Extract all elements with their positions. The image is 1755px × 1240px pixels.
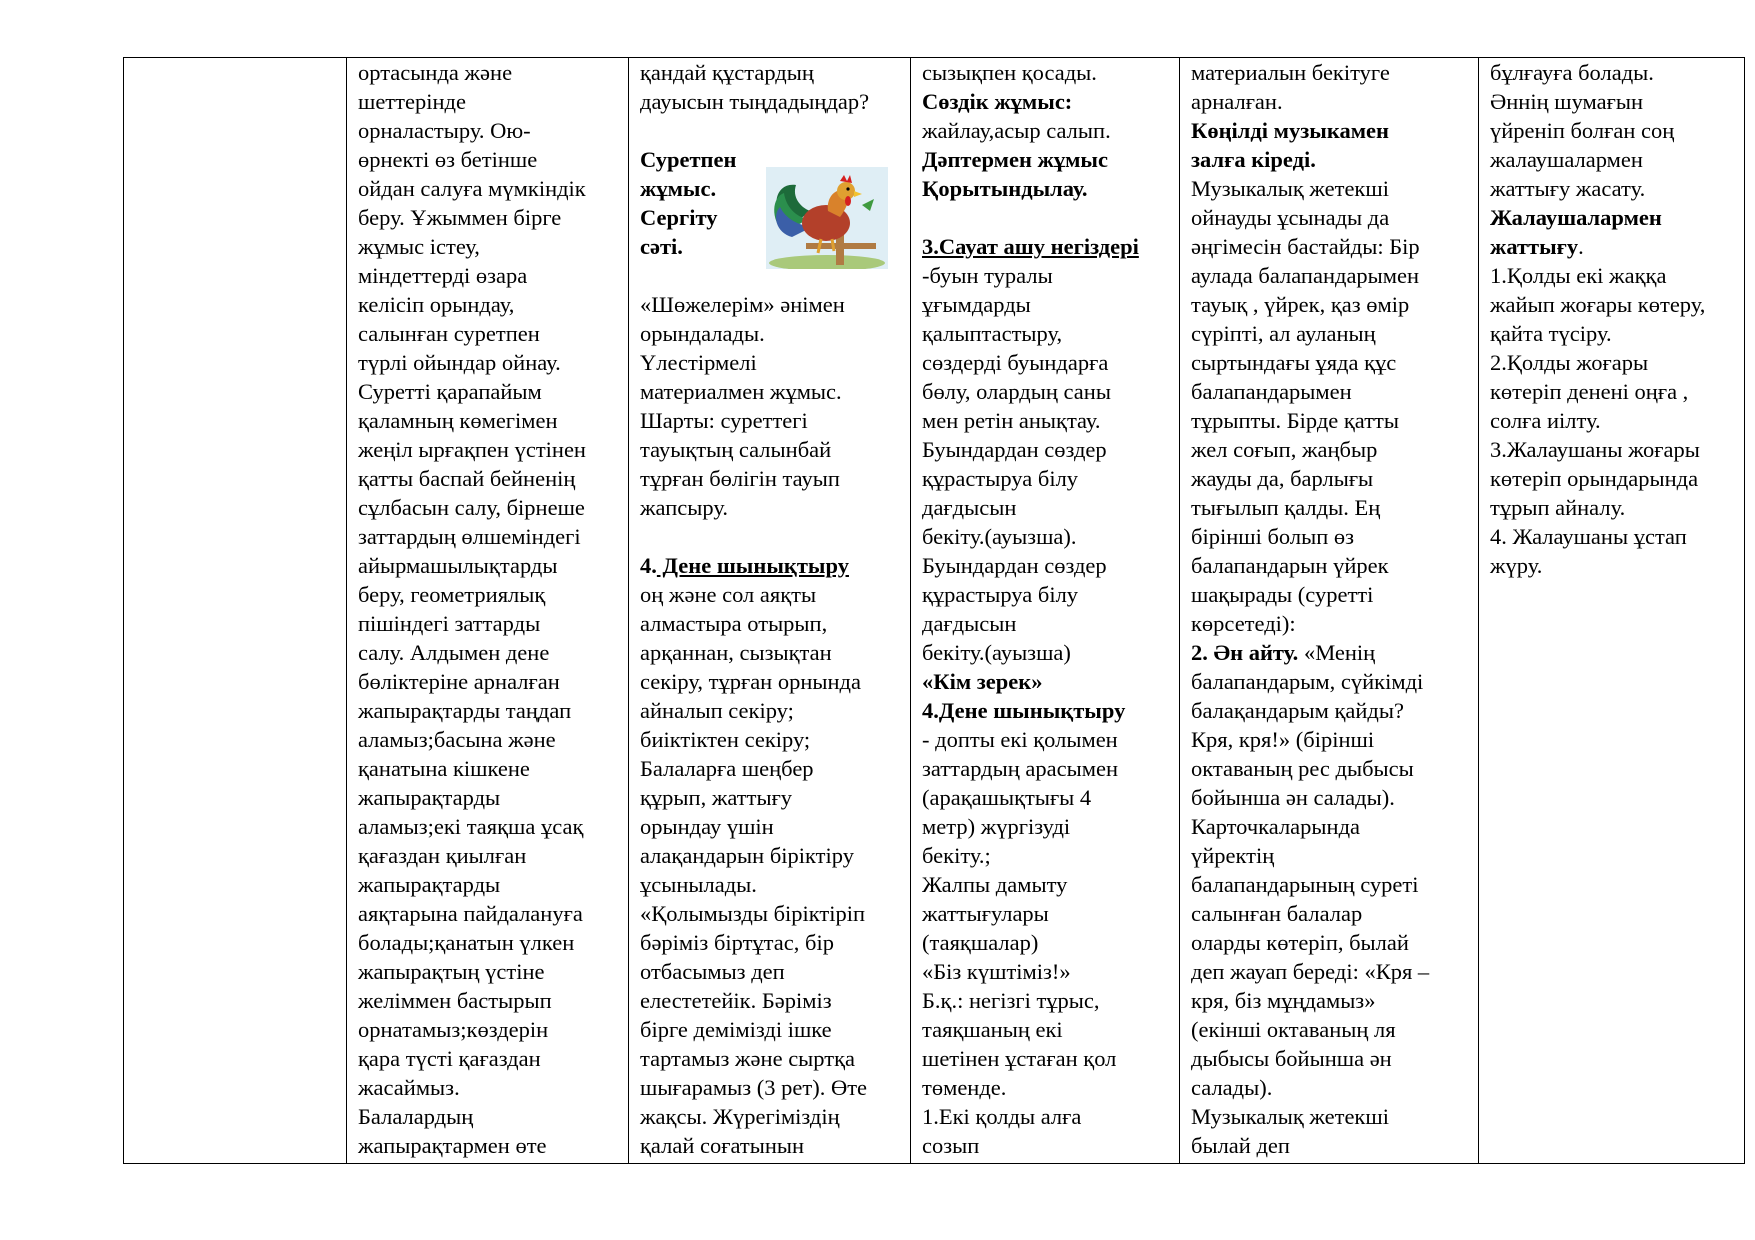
text-line: деп жауап береді: «Кря – (1191, 959, 1430, 984)
text-line: жалаушалармен (1490, 147, 1643, 172)
col5-bold-line: Жалаушалармен (1490, 205, 1662, 230)
text-line: жел соғып, жаңбыр (1191, 437, 1378, 462)
text-line: көтеріп денені оңға , (1490, 379, 1689, 404)
text-line: ұғымдарды (922, 292, 1031, 317)
text-line: сыртындағы ұяда құс (1191, 350, 1397, 375)
text-line: заттардың өлшеміндегі (358, 524, 581, 549)
text-line: қалай соғатынын (640, 1133, 805, 1158)
text-line: жасаймыз. (358, 1075, 460, 1100)
text-line: қара түсті қағаздан (358, 1046, 541, 1071)
col4-line: материалын бекітуге (1191, 60, 1390, 85)
bold-text-line: сәті. (640, 234, 683, 259)
col3-line: жайлау,асыр салып. (922, 118, 1111, 143)
text-line: салу. Алдымен дене (358, 640, 550, 665)
text-line: жапырақтарды (358, 872, 501, 897)
col2-bottom-lines (640, 580, 904, 1160)
bold-text-line: Сергіту (640, 205, 718, 230)
text-line: 1.Қолды екі жаққа (1490, 263, 1667, 288)
col2-mid-lines (640, 290, 904, 522)
text-line: (арақашықтығы 4 (922, 785, 1092, 810)
text-line: жақсы. Жүрегіміздің (640, 1104, 840, 1129)
text-line: қағаздан қиылған (358, 843, 527, 868)
text-line: тауықтың салынбай (640, 437, 832, 462)
text-line: дағдысын (922, 495, 1017, 520)
col3-body2-lines (922, 725, 1173, 1160)
text-line: «Шөжелерім» әнімен (640, 292, 845, 317)
text-line: аулада балапандарымен (1191, 263, 1420, 288)
text-line: орналастыру. Ою- (358, 118, 531, 143)
text-line: жайып жоғары көтеру, (1490, 292, 1706, 317)
col2-top-lines (640, 58, 904, 116)
text-line: тұрыпты. Бірде қатты (1191, 408, 1399, 433)
text-line: ортасында және (358, 60, 513, 85)
text-line: бойынша ән салады). (1191, 785, 1395, 810)
text-line: түрлі ойындар ойнау. (358, 350, 561, 375)
text-line: 4. Жалаушаны ұстап (1490, 524, 1687, 549)
text-line: жауды да, барлығы (1191, 466, 1374, 491)
col4-bold-line: залға кіреді. (1191, 147, 1316, 172)
text-line: алмастыра отырып, (640, 611, 828, 636)
text-line: көрсетеді): (1191, 611, 1296, 636)
text-line: балапандарын үйрек (1191, 553, 1389, 578)
table-cell-col1 (347, 58, 629, 1164)
text-line: қатты баспай бейненің (358, 466, 576, 491)
text-line: бірінші болып өз (1191, 524, 1354, 549)
col3-pe-heading: 4.Дене шынықтыру (922, 698, 1126, 723)
text-line: жаттығу жасату. (1490, 176, 1646, 201)
table-cell-empty (124, 58, 347, 1164)
text-line: арқаннан, сызықтан (640, 640, 832, 665)
text-line: солға иілту. (1490, 408, 1601, 433)
text-line: жапырақтарды таңдап (358, 698, 572, 723)
text-line: елестетейік. Бәріміз (640, 988, 832, 1013)
text-line: шақырады (суретті (1191, 582, 1374, 607)
text-line: балапандарым, сүйкімді (1191, 669, 1424, 694)
text-line: аламыз;басына және (358, 727, 556, 752)
col3-bold-line: Дәптермен жұмыс (922, 147, 1108, 172)
text-line: төменде. (922, 1075, 1007, 1100)
col3-bold-line: Қорытындылау. (922, 176, 1088, 201)
col2-heading: 4. Дене шынықтыру (640, 553, 849, 578)
text-line: желіммен бастырып (358, 988, 552, 1013)
text-line: секіру, тұрған орнында (640, 669, 861, 694)
col4-line: арналған. (1191, 89, 1283, 114)
text-line: 2.Қолды жоғары (1490, 350, 1649, 375)
text-line: балапандарының суреті (1191, 872, 1419, 897)
text-line: салынған суретпен (358, 321, 540, 346)
text-line: жүру. (1490, 553, 1543, 578)
text-line: Әннің шумағын (1490, 89, 1643, 114)
table-cell-col3 (911, 58, 1180, 1164)
text-line: Буындардан сөздер (922, 437, 1107, 462)
text-line: заттардың арасымен (922, 756, 1118, 781)
text-line: сүріпті, ал ауланың (1191, 321, 1376, 346)
text-line: бөлу, олардың саны (922, 379, 1111, 404)
text-line: оларды көтеріп, былай (1191, 930, 1409, 955)
col3-bold-line: Сөздік жұмыс: (922, 89, 1073, 114)
text-line: болады;қанатын үлкен (358, 930, 575, 955)
text-line: қалыптастыру, (922, 321, 1063, 346)
col3-body1-lines (922, 261, 1173, 667)
text-line: бәріміз біртұтас, бір (640, 930, 834, 955)
text-line: Балаларға шеңбер (640, 756, 814, 781)
text-line: «Біз күштіміз!» (922, 959, 1071, 984)
text-line: үйреніп болған соң (1490, 118, 1675, 143)
table-row (124, 58, 1745, 1164)
text-line: тартамыз және сыртқа (640, 1046, 856, 1071)
text-line: биіктіктен секіру; (640, 727, 811, 752)
text-line: көтеріп орындарында (1490, 466, 1699, 491)
text-line: мен ретін анықтау. (922, 408, 1101, 433)
text-line: құрып, жаттығу (640, 785, 793, 810)
text-line: жапырақтармен өте (358, 1133, 547, 1158)
text-line: беру. Ұжыммен бірге (358, 205, 562, 230)
text-line: қайта түсіру. (1490, 321, 1612, 346)
text-line: аламыз;екі таяқша ұсақ (358, 814, 584, 839)
text-line: қанатына кішкене (358, 756, 530, 781)
text-line: бекіту.; (922, 843, 991, 868)
lesson-plan-table (123, 57, 1745, 1164)
text-line: үйректің (1191, 843, 1275, 868)
text-line: жұмыс істеу, (358, 234, 480, 259)
text-line: пішіндегі заттарды (358, 611, 541, 636)
text-line: тығылып қалды. Ең (1191, 495, 1381, 520)
text-line: былай деп (1191, 1133, 1290, 1158)
col3-heading: 3.Сауат ашу негіздері (922, 234, 1139, 259)
text-line: ұсынылады. (640, 872, 757, 897)
text-line: ойдан салуға мүмкіндік (358, 176, 586, 201)
text-line: міндеттерді өзара (358, 263, 528, 288)
text-line: салады). (1191, 1075, 1273, 1100)
text-line: отбасымыз деп (640, 959, 785, 984)
text-line: балапандарымен (1191, 379, 1352, 404)
text-line: созып (922, 1133, 980, 1158)
text-line: әңгімесін бастайды: Бір (1191, 234, 1420, 259)
text-line: -буын туралы (922, 263, 1053, 288)
text-line: ойнауды ұсынады да (1191, 205, 1390, 230)
text-line: беру, геометриялық (358, 582, 546, 607)
text-line: орындау үшін (640, 814, 774, 839)
col4-song-line: 2. Ән айту. «Менің (1191, 640, 1376, 665)
text-line: таяқшаның екі (922, 1017, 1063, 1042)
text-line: орнатамыз;көздерін (358, 1017, 549, 1042)
text-line: шығарамыз (3 рет). Өте (640, 1075, 868, 1100)
text-line: Суретті қарапайым (358, 379, 542, 404)
text-line: оң және сол аяқты (640, 582, 817, 607)
text-line: Үлестірмелі (640, 350, 757, 375)
bold-text-line: Суретпен (640, 147, 737, 172)
text-line: бөліктеріне арналған (358, 669, 560, 694)
col3-game-title: «Кім зерек» (922, 669, 1043, 694)
text-line: сөздерді буындарға (922, 350, 1109, 375)
text-line: жеңіл ырғақпен үстінен (358, 437, 586, 462)
text-line: жаттығулары (922, 901, 1049, 926)
bold-text-line: жұмыс. (640, 176, 717, 201)
text-line: Балалардың (358, 1104, 474, 1129)
text-line: сұлбасын салу, бірнеше (358, 495, 585, 520)
text-line: қандай құстардың (640, 60, 814, 85)
text-line: 1.Екі қолды алға (922, 1104, 1082, 1129)
text-line: тұрған бөлігін тауып (640, 466, 840, 491)
text-line: дыбысы бойынша ән (1191, 1046, 1392, 1071)
text-line: Жалпы дамыту (922, 872, 1068, 897)
text-line: (таяқшалар) (922, 930, 1039, 955)
col5-body2-lines (1490, 261, 1738, 580)
col3-line: сызықпен қосады. (922, 60, 1097, 85)
text-line: балақандарым қайды? (1191, 698, 1404, 723)
table-cell-col2 (629, 58, 911, 1164)
text-line: бұлғауға болады. (1490, 60, 1654, 85)
text-line: орындалады. (640, 321, 765, 346)
col4-body2-lines (1191, 667, 1472, 1160)
col5-bold-line: жаттығу. (1490, 234, 1584, 259)
text-line: шеттерінде (358, 89, 466, 114)
text-line: келісіп орындау, (358, 292, 515, 317)
text-line: октаваның рес дыбысы (1191, 756, 1414, 781)
text-line: өрнекті өз бетінше (358, 147, 538, 172)
text-line: жапырақтың үстіне (358, 959, 545, 984)
text-line: метр) жүргізуді (922, 814, 1071, 839)
text-line: жапырақтарды (358, 785, 501, 810)
col1-lines (358, 58, 622, 1160)
text-line: айналып секіру; (640, 698, 794, 723)
text-line: 3.Жалаушаны жоғары (1490, 437, 1700, 462)
text-line: Шарты: суреттегі (640, 408, 808, 433)
text-line: бекіту.(ауызша). (922, 524, 1077, 549)
text-line: дауысын тыңдадыңдар? (640, 89, 870, 114)
text-line: алақандарын біріктіру (640, 843, 854, 868)
text-line: Буындардан сөздер (922, 553, 1107, 578)
text-line: кря, біз мұңдамыз» (1191, 988, 1376, 1013)
text-line: шетінен ұстаған қол (922, 1046, 1117, 1071)
text-line: құрастыруа білу (922, 582, 1079, 607)
text-line: Карточкаларында (1191, 814, 1361, 839)
text-line: тауық , үйрек, қаз өмір (1191, 292, 1410, 317)
text-line: - допты екі қолымен (922, 727, 1118, 752)
text-line: тұрып айналу. (1490, 495, 1626, 520)
col4-body1-lines (1191, 174, 1472, 638)
table-cell-col5 (1479, 58, 1745, 1164)
table-cell-col4 (1180, 58, 1479, 1164)
text-line: қаламның көмегімен (358, 408, 558, 433)
text-line: «Қолымызды біріктіріп (640, 901, 866, 926)
col4-bold-line: Көңілді музыкамен (1191, 118, 1389, 143)
text-line: материалмен жұмыс. (640, 379, 842, 404)
text-line: Кря, кря!» (бірінші (1191, 727, 1375, 752)
text-line: айырмашылықтарды (358, 553, 558, 578)
text-line: Б.қ.: негізгі тұрыс, (922, 988, 1100, 1013)
text-line: дағдысын (922, 611, 1017, 636)
text-line: бірге демімізді ішке (640, 1017, 832, 1042)
col5-body1-lines (1490, 58, 1738, 203)
text-line: (екінші октаваның ля (1191, 1017, 1396, 1042)
text-line: құрастыруа білу (922, 466, 1079, 491)
text-line: жапсыру. (640, 495, 728, 520)
text-line: Музыкалық жетекші (1191, 1104, 1389, 1129)
rooster-illustration-icon (766, 167, 888, 269)
text-line: аяқтарына пайдалануға (358, 901, 583, 926)
text-line: Музыкалық жетекші (1191, 176, 1389, 201)
text-line: бекіту.(ауызша) (922, 640, 1071, 665)
text-line: салынған балалар (1191, 901, 1363, 926)
